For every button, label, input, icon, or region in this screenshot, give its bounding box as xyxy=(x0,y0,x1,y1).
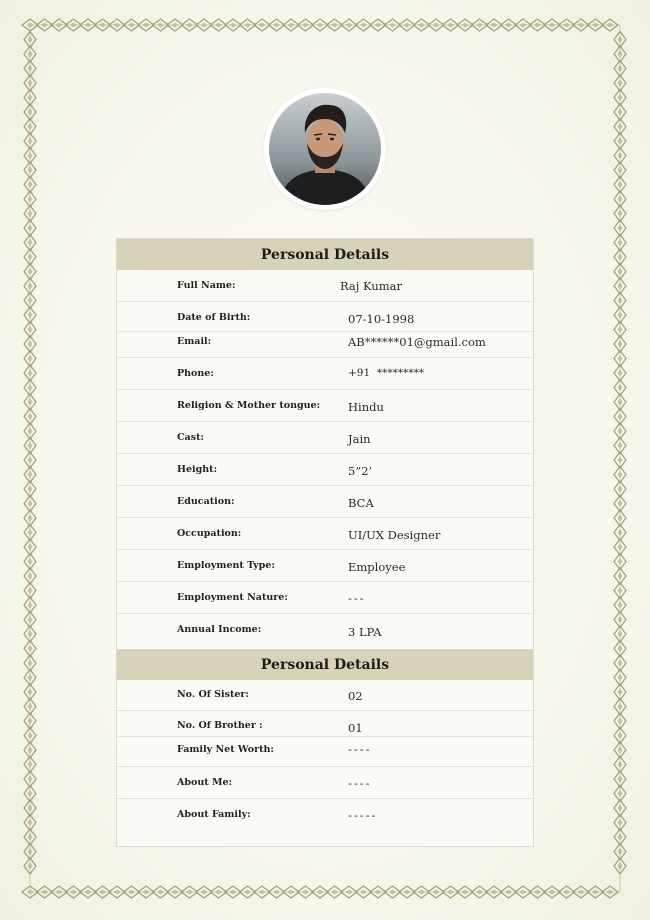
detail-row-full-name xyxy=(117,270,533,302)
detail-label: Full Name: xyxy=(177,280,236,291)
detail-label: Cast: xyxy=(177,432,204,443)
detail-row-religion xyxy=(117,390,533,422)
detail-row-family-net-worth xyxy=(117,737,533,767)
detail-row-no-of-sister xyxy=(117,680,533,711)
detail-label: No. Of Brother : xyxy=(177,720,263,731)
detail-value: UI/UX Designer xyxy=(348,528,441,542)
detail-label: No. Of Sister: xyxy=(177,689,249,700)
detail-label: Annual Income: xyxy=(177,624,262,635)
detail-value: AB******01@gmail.com xyxy=(348,335,486,349)
detail-label: Email: xyxy=(177,336,212,347)
detail-value: --- xyxy=(348,591,366,605)
detail-row-employment-type xyxy=(117,550,533,582)
detail-value: 5”2’ xyxy=(348,464,373,478)
section-header-family-details xyxy=(117,649,533,680)
detail-value: Employee xyxy=(348,560,406,574)
detail-label: Education: xyxy=(177,496,235,507)
detail-value: +91 ********* xyxy=(348,367,425,379)
detail-row-height xyxy=(117,454,533,486)
detail-value: Hindu xyxy=(348,400,384,414)
detail-label: Height: xyxy=(177,464,218,475)
detail-row-annual-income xyxy=(117,614,533,649)
detail-label: Employment Type: xyxy=(177,560,275,571)
section-header-personal-details xyxy=(117,239,533,270)
detail-row-phone xyxy=(117,358,533,390)
section-title: Personal Details xyxy=(260,656,390,673)
detail-value: ---- xyxy=(348,742,372,756)
detail-value: Jain xyxy=(348,432,371,446)
detail-row-employment-nature xyxy=(117,582,533,614)
detail-value: 02 xyxy=(348,689,363,703)
detail-label: About Family: xyxy=(177,809,251,820)
detail-label: About Me: xyxy=(177,777,233,788)
detail-label: Occupation: xyxy=(177,528,242,539)
detail-value: BCA xyxy=(348,496,374,510)
detail-label: Employment Nature: xyxy=(177,592,288,603)
detail-label: Phone: xyxy=(177,368,214,379)
detail-value: ---- xyxy=(348,776,372,790)
detail-value: 3 LPA xyxy=(348,625,382,639)
detail-row-about-family xyxy=(117,799,533,846)
detail-label: Date of Birth: xyxy=(177,312,251,323)
detail-value: ----- xyxy=(348,808,378,822)
details-card xyxy=(116,238,534,847)
detail-value: Raj Kumar xyxy=(340,279,403,293)
detail-row-cast xyxy=(117,422,533,454)
detail-row-occupation xyxy=(117,518,533,550)
detail-label: Religion & Mother tongue: xyxy=(177,400,321,411)
detail-row-education xyxy=(117,486,533,518)
detail-row-email xyxy=(117,332,533,358)
profile-photo xyxy=(269,93,381,205)
section-title: Personal Details xyxy=(260,246,390,263)
detail-value: 01 xyxy=(348,721,363,735)
detail-row-no-of-brother xyxy=(117,711,533,737)
detail-label: Family Net Worth: xyxy=(177,744,274,755)
detail-row-date-of-birth xyxy=(117,302,533,332)
detail-row-about-me xyxy=(117,767,533,799)
detail-value: 07-10-1998 xyxy=(348,312,415,326)
